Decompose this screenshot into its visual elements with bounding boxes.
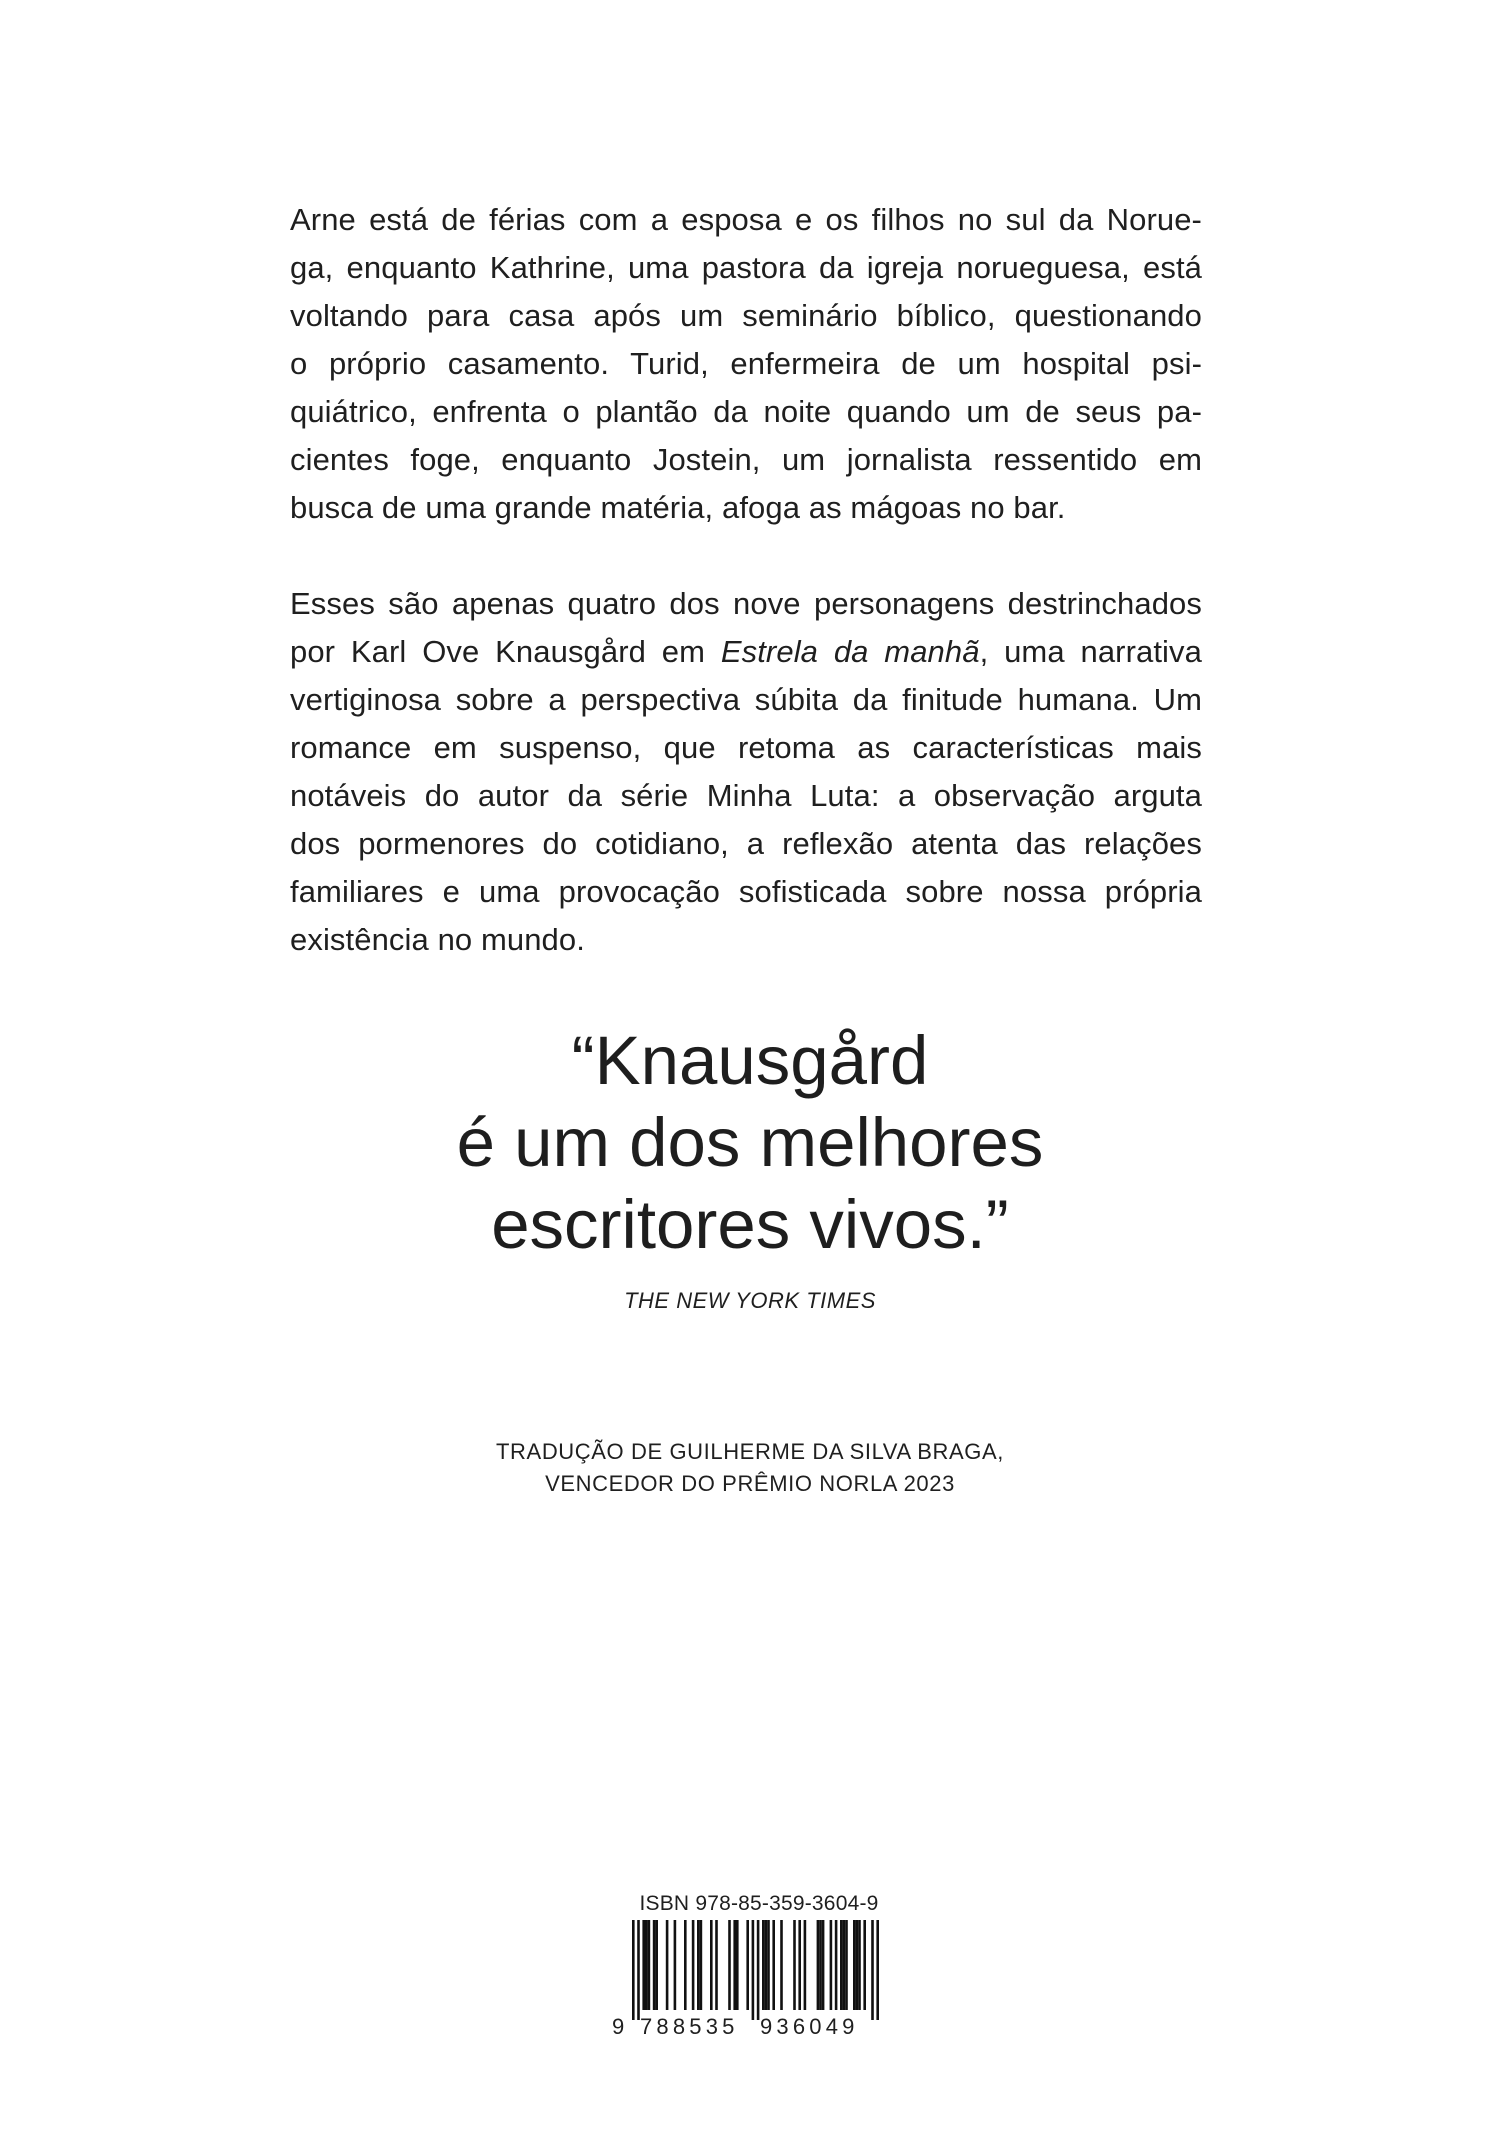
barcode-bar — [710, 1920, 713, 2010]
barcode-bar — [736, 1920, 739, 2010]
barcode-bar — [804, 1920, 807, 2010]
barcode-bar — [780, 1920, 783, 2010]
synopsis-line: familiares e uma provocação sofisticada sobre nossa própria — [290, 874, 1202, 909]
barcode-bar — [648, 1920, 651, 2010]
barcode-bar — [765, 1920, 768, 2010]
barcode-bar — [858, 1920, 861, 2010]
barcode-bar — [853, 1920, 856, 2010]
barcode-bar — [653, 1920, 656, 2010]
barcode-bar — [840, 1920, 843, 2010]
quote-source: THE NEW YORK TIMES — [624, 1288, 876, 1313]
barcode-bar — [863, 1920, 866, 2010]
synopsis-line: voltando para casa após um seminário bíblico, questionando — [290, 298, 1202, 333]
barcode-bar — [642, 1920, 645, 2010]
barcode-bar — [819, 1920, 822, 2010]
synopsis-paragraph-1 — [290, 196, 1202, 532]
synopsis-line: existência no mundo. — [290, 922, 585, 957]
book-title: Estrela da manhã — [720, 634, 980, 669]
barcode-bar — [666, 1920, 669, 2010]
barcode-bar — [715, 1920, 718, 2010]
barcode-guard-bar — [752, 1920, 755, 2020]
barcode-guard-bar — [871, 1920, 874, 2020]
synopsis-line: vertiginosa sobre a perspectiva súbita da finitude humana. Um — [290, 682, 1202, 717]
barcode-digit-first: 9 — [612, 2014, 625, 2039]
translator-credit — [0, 1436, 1500, 1500]
synopsis-line: Esses são apenas quatro dos nove personagens destrinchados — [290, 586, 1202, 621]
barcode-bar — [856, 1920, 859, 2010]
synopsis-line: busca de uma grande matéria, afoga as mágoas no bar. — [290, 490, 1066, 525]
synopsis-line: ga, enquanto Kathrine, uma pastora da igreja norueguesa, está — [290, 250, 1202, 285]
barcode-bar — [767, 1920, 770, 2010]
barcode-bar — [798, 1920, 801, 2010]
synopsis-text-fragment: , uma narrativa — [979, 634, 1202, 669]
barcode-bar — [830, 1920, 833, 2010]
synopsis-line: dos pormenores do cotidiano, a reflexão atenta das relações — [290, 826, 1202, 861]
barcode-guard-bar — [637, 1920, 640, 2020]
barcode-bar — [655, 1920, 658, 2010]
quote-line: “Knausgård — [571, 1022, 929, 1099]
barcode-bar — [835, 1920, 838, 2010]
synopsis-line: quiátrico, enfrenta o plantão da noite quando um de seus pa- — [290, 394, 1202, 429]
synopsis-line: cientes foge, enquanto Jostein, um jornalista ressentido em — [290, 442, 1202, 477]
synopsis-line: notáveis do autor da série Minha Luta: a observação arguta — [290, 778, 1202, 813]
barcode-bars — [612, 1920, 888, 2020]
synopsis-line: romance em suspenso, que retoma as características mais — [290, 730, 1202, 765]
barcode-bar — [772, 1920, 775, 2010]
barcode-bar — [674, 1920, 677, 2010]
barcode-guard-bar — [757, 1920, 760, 2020]
barcode-bar — [728, 1920, 731, 2010]
barcode-digits-right: 936049 — [760, 2014, 859, 2039]
credit-line-2: VENCEDOR DO PRÊMIO NORLA 2023 — [545, 1471, 955, 1496]
barcode-bar — [733, 1920, 736, 2010]
barcode-bar — [793, 1920, 796, 2010]
barcode-bar — [817, 1920, 820, 2010]
barcode-bar — [700, 1920, 703, 2010]
credit-line-1: TRADUÇÃO DE GUILHERME DA SILVA BRAGA, — [496, 1439, 1004, 1464]
synopsis-text — [290, 196, 1202, 964]
isbn-barcode — [612, 1892, 888, 2046]
synopsis-text-fragment: por Karl Ove Knausgård em — [290, 634, 721, 669]
quote-line: escritores vivos.” — [491, 1186, 1009, 1263]
barcode-bar — [684, 1920, 687, 2010]
isbn-label: ISBN 978-85-359-3604-9 — [639, 1892, 879, 1915]
synopsis-line-with-title — [290, 628, 1202, 676]
barcode-bar — [692, 1920, 695, 2010]
barcode-digits-left: 788535 — [640, 2014, 739, 2039]
synopsis-paragraph-2 — [290, 580, 1202, 964]
synopsis-line: Arne está de férias com a esposa e os filhos no sul da Norue- — [290, 202, 1202, 237]
barcode-bar — [822, 1920, 825, 2010]
barcode-bar — [645, 1920, 648, 2010]
barcode-bar — [746, 1920, 749, 2010]
barcode-bar — [845, 1920, 848, 2010]
barcode-guard-bar — [876, 1920, 879, 2020]
quote-line: é um dos melhores — [456, 1104, 1044, 1181]
barcode-digits — [612, 2014, 888, 2042]
barcode-bar — [762, 1920, 765, 2010]
barcode-guard-bar — [632, 1920, 635, 2020]
press-quote — [0, 1020, 1500, 1314]
synopsis-line: o próprio casamento. Turid, enfermeira de um hospital psi- — [290, 346, 1202, 381]
barcode-bar — [697, 1920, 700, 2010]
barcode-bar — [843, 1920, 846, 2010]
